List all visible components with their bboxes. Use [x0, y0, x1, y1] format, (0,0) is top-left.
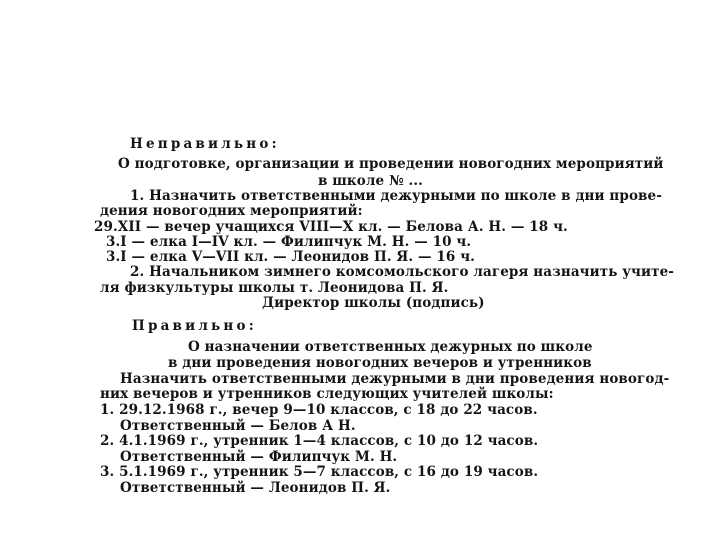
incorrect-item1-line2: дения новогодних мероприятий:: [100, 203, 363, 219]
correct-entry-responsible: Ответственный — Леонидов П. Я.: [120, 480, 391, 496]
incorrect-item2-line1: 2. Начальником зимнего комсомольского лагеря назначить учите-: [130, 264, 674, 280]
incorrect-title-line1: О подготовке, организации и проведении новогодних мероприятий: [118, 156, 664, 172]
correct-heading: Правильно:: [132, 318, 257, 334]
incorrect-duty-row: 29.XII — вечер учащихся VIII—X кл. — Белова А. Н. — 18 ч.: [94, 219, 568, 235]
incorrect-signature: Директор школы (подпись): [262, 295, 485, 311]
correct-intro-line2: них вечеров и утренников следующих учителей школы:: [100, 386, 554, 402]
correct-entry: 2. 4.1.1969 г., утренник 1—4 классов, с 10 до 12 часов.: [100, 433, 539, 449]
incorrect-duty-row: 3.I — елка V—VII кл. — Леонидов П. Я. — 16 ч.: [106, 249, 475, 265]
correct-entry-responsible: Ответственный — Филипчук М. Н.: [120, 449, 398, 465]
incorrect-item1-line1: 1. Назначить ответственными дежурными по школе в дни прове-: [130, 188, 662, 204]
correct-entry: 3. 5.1.1969 г., утренник 5—7 классов, с 16 до 19 часов.: [100, 464, 539, 480]
correct-title-line1: О назначении ответственных дежурных по школе: [188, 339, 593, 355]
incorrect-item2-line2: ля физкультуры школы т. Леонидова П. Я.: [100, 280, 449, 296]
incorrect-duty-row: 3.I — елка I—IV кл. — Филипчук М. Н. — 10 ч.: [106, 234, 472, 250]
correct-intro-line1: Назначить ответственными дежурными в дни проведения новогод-: [120, 371, 670, 387]
correct-entry: 1. 29.12.1968 г., вечер 9—10 классов, с 18 до 22 часов.: [100, 402, 538, 418]
incorrect-heading: Неправильно:: [130, 136, 280, 152]
incorrect-title-line2: в школе № ...: [318, 173, 423, 189]
correct-entry-responsible: Ответственный — Белов А Н.: [120, 418, 356, 434]
correct-title-line2: в дни проведения новогодних вечеров и утренников: [168, 355, 592, 371]
